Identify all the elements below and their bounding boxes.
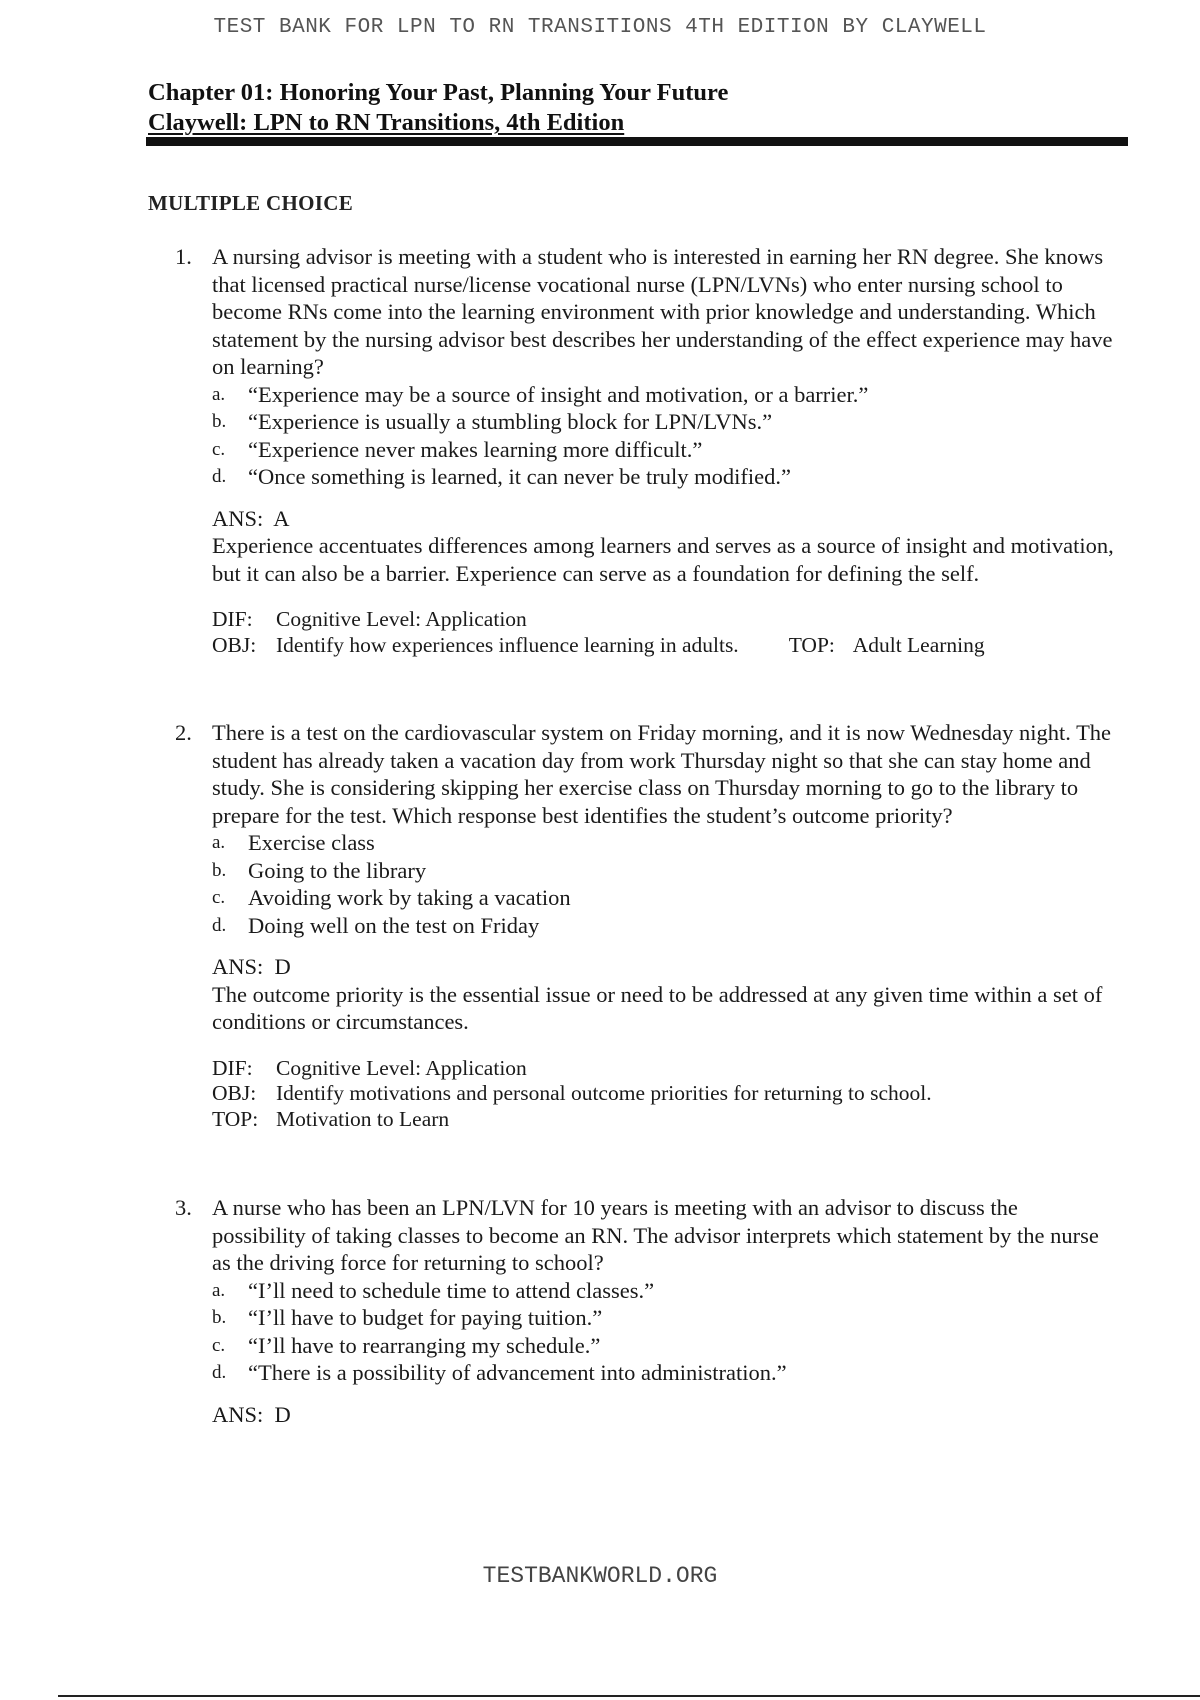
option-letter: b. [212, 1307, 227, 1328]
dif-label: DIF: [212, 607, 253, 631]
book-title: Claywell: LPN to RN Transitions, 4th Edition [148, 109, 625, 136]
option-b [212, 857, 1115, 885]
answer-block [212, 1401, 1115, 1429]
question-stem: There is a test on the cardiovascular system on Friday morning, and it is now Wednesday night. The student has already taken a vacation day from work Thursday night so that she can stay home and study. She is considering skipping her exercise class on Thursday morning to go to the library to prepare for the test. Which response best identifies the student’s outcome priority? [212, 720, 1112, 828]
option-d [212, 1359, 1115, 1387]
option-letter: a. [212, 383, 226, 405]
question-number: 3. [175, 1195, 192, 1220]
question-stem: A nurse who has been an LPN/LVN for 10 years is meeting with an advisor to discuss the possibility of taking classes to become an RN. The advisor interprets which statement by the nurse as the driving force for returning to school? [212, 1195, 1099, 1275]
option-letter: d. [212, 914, 227, 936]
answer-block [212, 505, 1115, 588]
question-3 [175, 1194, 1115, 1428]
answer-label: ANS: [212, 505, 264, 531]
question-number: 2. [175, 720, 192, 745]
option-text: Exercise class [248, 830, 375, 855]
option-d [212, 912, 1115, 940]
option-text: “I’ll have to budget for paying tuition.” [248, 1305, 603, 1330]
footer-watermark: TESTBANKWORLD.ORG [482, 1563, 718, 1589]
option-letter: c. [212, 887, 226, 908]
option-b [212, 408, 1115, 436]
obj-label: OBJ: [212, 1081, 257, 1105]
option-text: “I’ll have to rearranging my schedule.” [248, 1332, 601, 1358]
option-a [212, 381, 1115, 409]
bottom-rule [58, 1695, 1200, 1697]
obj-value: Identify how experiences influence learning in adults. [276, 632, 739, 657]
chapter-title: Chapter 01: Honoring Your Past, Planning Your Future [148, 79, 729, 106]
option-c [212, 436, 1115, 464]
obj-label: OBJ: [212, 632, 257, 657]
question-1 [175, 243, 1115, 658]
answer-value: D [274, 1401, 291, 1427]
question-number: 1. [175, 244, 192, 269]
option-text: Doing well on the test on Friday [248, 912, 540, 938]
option-text: “I’ll need to schedule time to attend classes.” [248, 1277, 655, 1303]
top-value: Motivation to Learn [276, 1106, 450, 1131]
rationale: The outcome priority is the essential issue or need to be addressed at any given time within a set of conditions or circumstances. [212, 981, 1103, 1034]
option-letter: c. [212, 438, 226, 460]
option-text: “Experience may be a source of insight and motivation, or a barrier.” [248, 381, 869, 407]
question-metadata [212, 607, 1115, 658]
answer-block [212, 953, 1115, 1036]
title-block [148, 78, 1128, 138]
option-text: Going to the library [248, 857, 427, 883]
answer-label: ANS: [212, 954, 264, 979]
dif-value: Cognitive Level: Application [276, 607, 527, 631]
option-text: “Experience is usually a stumbling block for LPN/LVNs.” [248, 409, 773, 434]
option-text: “Once something is learned, it can never be truly modified.” [248, 464, 791, 489]
top-value: Adult Learning [852, 632, 985, 657]
option-letter: b. [212, 411, 227, 432]
option-letter: a. [212, 832, 226, 853]
option-letter: a. [212, 1279, 226, 1301]
option-a [212, 829, 1115, 857]
question-2 [175, 719, 1115, 1132]
question-metadata [212, 1056, 1115, 1133]
options-list [212, 1277, 1115, 1387]
option-a [212, 1277, 1115, 1305]
option-c [212, 1332, 1115, 1360]
answer-label: ANS: [212, 1401, 264, 1427]
option-letter: d. [212, 466, 227, 487]
top-label: TOP: [788, 632, 835, 657]
obj-value: Identify motivations and personal outcome priorities for returning to school. [276, 1081, 932, 1105]
answer-value: A [273, 505, 290, 531]
rationale: Experience accentuates differences among learners and serves as a source of insight and motivation, but it can also be a barrier. Experience can serve as a foundation for defining the self. [212, 533, 1114, 586]
option-letter: b. [212, 859, 227, 881]
options-list [212, 829, 1115, 939]
option-text: Avoiding work by taking a vacation [248, 885, 571, 910]
option-text: “Experience never makes learning more difficult.” [248, 436, 703, 462]
title-rule [146, 137, 1128, 146]
dif-label: DIF: [212, 1055, 253, 1080]
option-text: “There is a possibility of advancement into administration.” [248, 1360, 787, 1385]
options-list [212, 381, 1115, 491]
running-header: TEST BANK FOR LPN TO RN TRANSITIONS 4TH EDITION BY CLAYWELL [213, 16, 987, 39]
top-label: TOP: [212, 1106, 259, 1131]
option-d [212, 463, 1115, 491]
section-heading: MULTIPLE CHOICE [148, 191, 354, 215]
option-letter: c. [212, 1334, 226, 1356]
question-stem: A nursing advisor is meeting with a student who is interested in earning her RN degree. She knows that licensed practical nurse/license vocational nurse (LPN/LVNs) who enter nursing school to become RNs come into the learning environment with prior knowledge and understanding. Which statement by the nursing advisor best describes her understanding of the effect experience may have on learning? [212, 244, 1113, 379]
option-b [212, 1304, 1115, 1332]
option-letter: d. [212, 1362, 227, 1383]
answer-value: D [274, 954, 291, 979]
dif-value: Cognitive Level: Application [276, 1055, 527, 1080]
option-c [212, 884, 1115, 912]
